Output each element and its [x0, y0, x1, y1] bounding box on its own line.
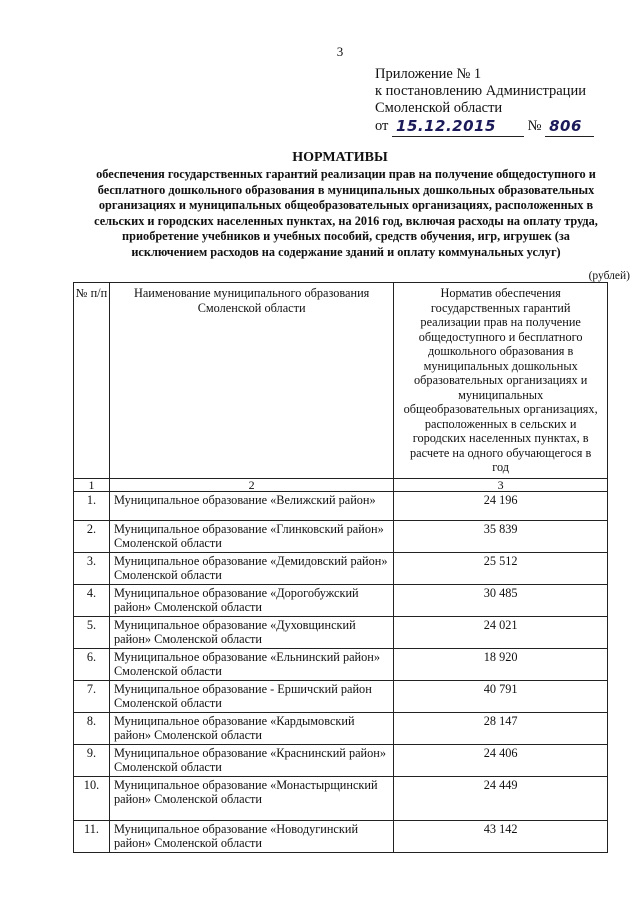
row-value: 28 147	[394, 712, 608, 744]
row-value: 18 920	[394, 648, 608, 680]
document-title: НОРМАТИВЫ	[292, 150, 388, 165]
row-name: Муниципальное образование «Духовщинский район» Смоленской области	[109, 616, 393, 648]
appendix-header	[375, 66, 594, 136]
table-row	[74, 648, 608, 680]
header-num: № п/п	[74, 283, 110, 479]
table-row	[74, 680, 608, 712]
row-value: 25 512	[394, 552, 608, 584]
column-number: 2	[109, 478, 393, 491]
table-row	[74, 520, 608, 552]
appendix-date-line	[375, 117, 594, 136]
row-name: Муниципальное образование «Кардымовский район» Смоленской области	[109, 712, 393, 744]
table-row	[74, 616, 608, 648]
row-num: 8.	[74, 712, 110, 744]
row-value: 24 406	[394, 744, 608, 776]
table-row	[74, 552, 608, 584]
table-row	[74, 584, 608, 616]
appendix-line-3: Смоленской области	[375, 100, 503, 116]
row-num: 9.	[74, 744, 110, 776]
header-name: Наименование муниципального образования Смоленской области	[109, 283, 393, 479]
row-name: Муниципальное образование «Монастырщинский район» Смоленской области	[109, 776, 393, 820]
row-value: 24 021	[394, 616, 608, 648]
row-num: 1.	[74, 491, 110, 520]
column-numbers-row	[74, 478, 608, 491]
row-value: 24 449	[394, 776, 608, 820]
column-number: 1	[74, 478, 110, 491]
row-value: 40 791	[394, 680, 608, 712]
row-num: 6.	[74, 648, 110, 680]
appendix-line-1: Приложение № 1	[375, 66, 482, 82]
row-name: Муниципальное образование «Новодугинский район» Смоленской области	[109, 820, 393, 852]
row-num: 7.	[74, 680, 110, 712]
number-field	[545, 118, 594, 137]
units-label: (рублей)	[588, 270, 630, 282]
row-value: 43 142	[394, 820, 608, 852]
table-row	[74, 491, 608, 520]
row-name: Муниципальное образование «Краснинский район» Смоленской области	[109, 744, 393, 776]
table-row	[74, 776, 608, 820]
norms-table	[73, 282, 608, 853]
column-number: 3	[394, 478, 608, 491]
date-field	[392, 118, 524, 137]
handwritten-date: 15.12.2015	[396, 117, 496, 135]
appendix-line-2: к постановлению Администрации	[375, 83, 586, 99]
table-row	[74, 744, 608, 776]
row-num: 2.	[74, 520, 110, 552]
row-name: Муниципальное образование - Ершичский район Смоленской области	[109, 680, 393, 712]
row-num: 5.	[74, 616, 110, 648]
number-prefix: №	[527, 118, 542, 134]
row-num: 4.	[74, 584, 110, 616]
row-name: Муниципальное образование «Дорогобужский район» Смоленской области	[109, 584, 393, 616]
row-name: Муниципальное образование «Демидовский район» Смоленской области	[109, 552, 393, 584]
date-prefix: от	[375, 118, 389, 134]
header-norm: Норматив обеспечения государственных гарантий реализации прав на получение общедоступного и бесплатного дошкольного образования в муниципальных дошкольных образовательных организациях и муниципальных общеобразовательных организациях, расположенных в сельских и городских населенных пунктах, в расчете на одного обучающегося в год	[394, 283, 608, 479]
handwritten-number: 806	[549, 117, 582, 135]
page-number: 3	[336, 44, 344, 59]
table-row	[74, 712, 608, 744]
row-name: Муниципальное образование «Ельнинский район» Смоленской области	[109, 648, 393, 680]
row-num: 10.	[74, 776, 110, 820]
row-value: 30 485	[394, 584, 608, 616]
row-name: Муниципальное образование «Велижский район»	[109, 491, 393, 520]
table-row	[74, 820, 608, 852]
row-value: 24 196	[394, 491, 608, 520]
row-num: 11.	[74, 820, 110, 852]
table-header-row	[74, 283, 608, 479]
row-name: Муниципальное образование «Глинковский район» Смоленской области	[109, 520, 393, 552]
row-num: 3.	[74, 552, 110, 584]
document-subtitle: обеспечения государственных гарантий реализации прав на получение общедоступного и бесплатного дошкольного образования в муниципальных дошкольных образовательных организациях и муниципальных общеобразовательных организациях, расположенных в сельских и городских населенных пунктах, на 2016 год, включая расходы на оплату труда, приобретение учебников и учебных пособий, средств обучения, игр, игрушек (за исключением расходов на содержание зданий и оплату коммунальных услуг)	[94, 167, 598, 259]
row-value: 35 839	[394, 520, 608, 552]
